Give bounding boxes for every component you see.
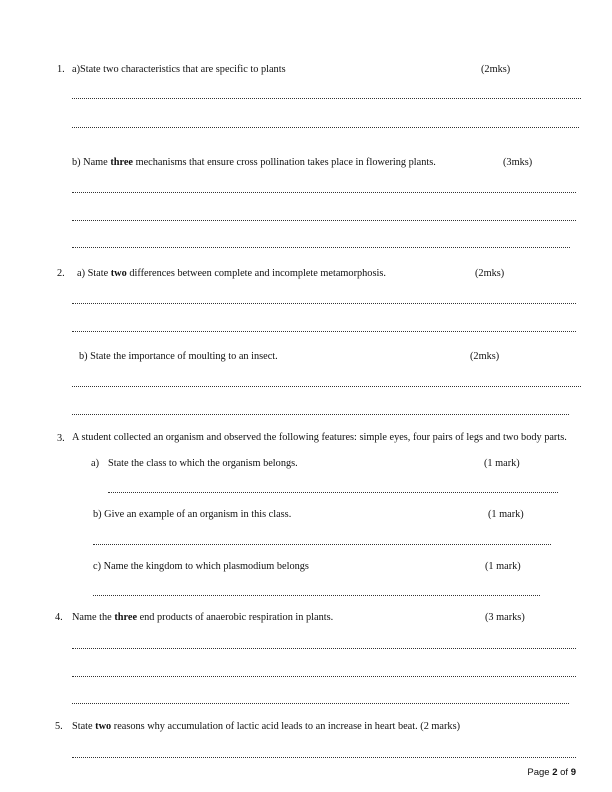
answer-line[interactable]: [72, 220, 576, 221]
q1-number: 1.: [57, 64, 65, 75]
answer-line[interactable]: [72, 247, 570, 248]
q2b-marks: (2mks): [470, 351, 500, 362]
q3c-marks: (1 mark): [485, 561, 521, 572]
answer-line[interactable]: [72, 331, 576, 332]
q5-marks: (2 marks): [420, 721, 461, 732]
q3-stem: A student collected an organism and observed the following features: simple eyes, four pairs of legs and two body parts.: [72, 432, 567, 443]
q4-marks: (3 marks): [485, 612, 525, 623]
q1a-marks: (2mks): [481, 64, 511, 75]
answer-line[interactable]: [72, 127, 579, 128]
q4-text: Name the three end products of anaerobic respiration in plants.: [72, 612, 334, 623]
answer-line[interactable]: [72, 386, 581, 387]
q3b-text: b) Give an example of an organism in this class.: [93, 509, 292, 520]
q4-number: 4.: [55, 612, 63, 623]
answer-line[interactable]: [93, 595, 540, 596]
q3-number: 3.: [57, 433, 65, 444]
answer-line[interactable]: [72, 648, 576, 649]
q3a-label: a): [91, 458, 99, 469]
page-number: Page 2 of 9: [527, 767, 576, 778]
q5-text: State two reasons why accumulation of lactic acid leads to an increase in heart beat. (2 marks): [72, 721, 461, 732]
q2a-text: a) State two differences between complete and incomplete metamorphosis.: [77, 268, 386, 279]
answer-line[interactable]: [72, 98, 581, 99]
q3c-text: c) Name the kingdom to which plasmodium belongs: [93, 561, 309, 572]
q3b-marks: (1 mark): [488, 509, 524, 520]
answer-line[interactable]: [93, 544, 551, 545]
answer-line[interactable]: [72, 303, 576, 304]
q2b-text: b) State the importance of moulting to an insect.: [79, 351, 278, 362]
q2a-marks: (2mks): [475, 268, 505, 279]
q3a-marks: (1 mark): [484, 458, 520, 469]
answer-line[interactable]: [72, 757, 576, 758]
answer-line[interactable]: [72, 703, 569, 704]
answer-line[interactable]: [72, 414, 569, 415]
answer-line[interactable]: [72, 676, 576, 677]
answer-line[interactable]: [108, 492, 558, 493]
q1b-text: b) Name three mechanisms that ensure cross pollination takes place in flowering plants.: [72, 157, 436, 168]
q5-number: 5.: [55, 721, 63, 732]
q1a-text: a)State two characteristics that are specific to plants: [72, 64, 286, 75]
q1b-marks: (3mks): [503, 157, 533, 168]
q2-number: 2.: [57, 268, 65, 279]
answer-line[interactable]: [72, 192, 576, 193]
q3a-text: State the class to which the organism belongs.: [108, 458, 298, 469]
